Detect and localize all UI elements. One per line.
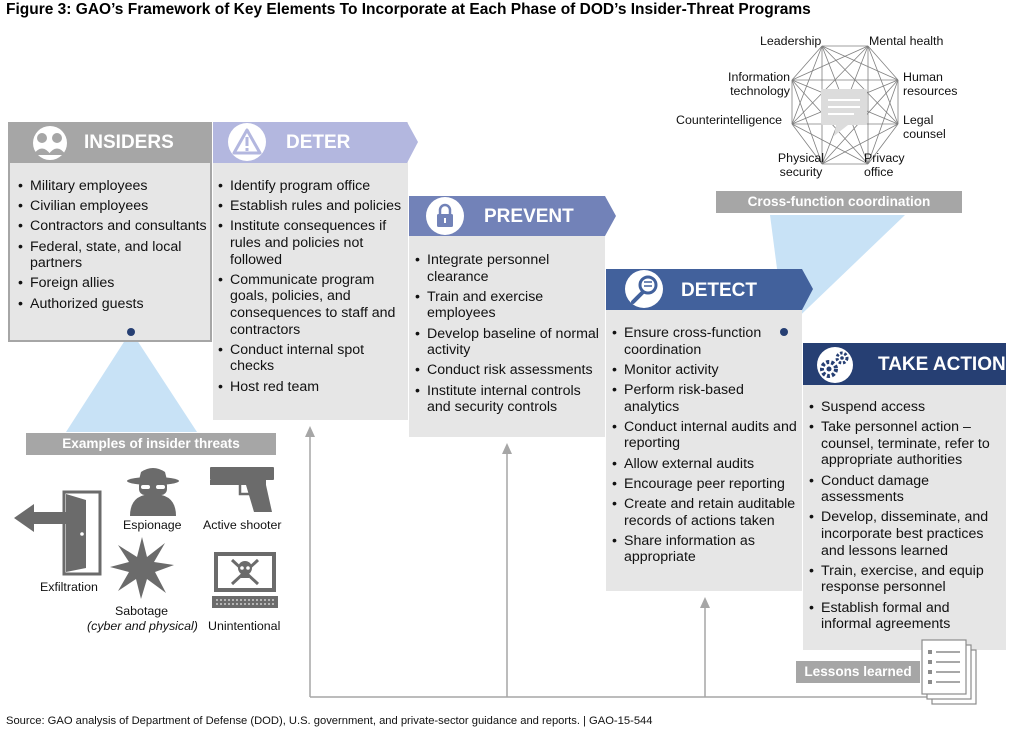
sabotage-label: Sabotage [115,604,169,618]
exfiltration-label: Exfiltration [40,580,98,594]
unintentional-label: Unintentional [208,619,281,633]
detect-item: • Ensure cross-function coordination [612,325,800,358]
insiders-connector-dot [125,326,137,338]
deter-item: • Institute consequences if rules and policies not followed [218,218,404,268]
cross-function-coordination-label: Cross-function coordination [716,191,962,213]
deter-item: • Communicate program goals, policies, and consequences to staff and contractors [218,272,404,338]
detect-item: • Create and retain auditable records of actions taken [612,496,800,529]
insider-threats-label: Examples of insider threats [26,433,276,455]
detect-title: DETECT [681,280,757,301]
coord-privacy-office: Privacy office [864,151,905,179]
insiders-header [8,122,212,163]
take-action-item: • Suspend access [809,399,1003,416]
documents-icon [918,638,980,708]
take-action-item: • Establish formal and informal agreements [809,600,1003,633]
deter-title: DETER [286,132,351,153]
insiders-item: • Federal, state, and local partners [18,239,208,272]
detect-item: • Conduct internal audits and reporting [612,419,800,452]
arrowhead-icon [700,597,710,608]
insiders-spotlight [66,331,197,432]
lessons-learned-label: Lessons learned [796,661,920,683]
insiders-item: • Authorized guests [18,296,208,313]
computer-skull-icon [212,550,278,614]
coord-leadership: Leadership [760,34,822,48]
detect-item: • Monitor activity [612,362,800,379]
take-action-item: • Take personnel action – counsel, terminate, refer to appropriate authorities [809,419,1003,469]
prevent-item: • Conduct risk assessments [415,362,603,379]
handgun-icon [206,464,278,516]
insiders-list [18,178,208,316]
coord-physical-security: Physical security [777,151,825,179]
take-action-item: • Train, exercise, and equip response personnel [809,563,1003,596]
insiders-item: • Military employees [18,178,208,195]
coord-mental-health: Mental health [869,34,944,48]
figure-title: Figure 3: GAO’s Framework of Key Elements To Incorporate at Each Phase of DOD’s Insider-Threat Programs [6,1,811,18]
take-action-item: • Develop, disseminate, and incorporate best practices and lessons learned [809,509,1003,559]
explosion-icon [110,537,174,599]
detect-item: • Perform risk-based analytics [612,382,800,415]
spy-icon [124,464,182,518]
sabotage-note: (cyber and physical) [87,619,198,633]
insiders-item: • Civilian employees [18,198,208,215]
deter-item: • Identify program office [218,178,404,195]
coord-legal-counsel: Legal counsel [903,113,946,141]
coord-human-resources: Human resources [903,70,958,98]
active-shooter-label: Active shooter [203,518,282,532]
arrowhead-icon [305,426,315,437]
detect-item: • Share information as appropriate [612,533,800,566]
deter-list [218,178,404,399]
detect-item: • Encourage peer reporting [612,476,800,493]
insiders-title: INSIDERS [84,132,174,153]
coord-counterintelligence: Counterintelligence [676,113,783,127]
take-action-header [803,343,1006,385]
source-note: Source: GAO analysis of Department of Defense (DOD), U.S. government, and private-sector guidance and reports. | GAO-15-544 [6,715,653,727]
detect-item: • Allow external audits [612,456,800,473]
prevent-list [415,252,603,419]
prevent-item: • Integrate personnel clearance [415,252,603,285]
insiders-item: • Foreign allies [18,275,208,292]
take-action-title: TAKE ACTION [878,354,1006,375]
take-action-item: • Conduct damage assessments [809,473,1003,506]
people-icon [21,125,79,162]
prevent-item: • Develop baseline of normal activity [415,326,603,359]
prevent-item: • Institute internal controls and security controls [415,383,603,416]
detect-connector-dot [778,326,790,338]
deter-item: • Conduct internal spot checks [218,342,404,375]
espionage-label: Espionage [123,518,182,532]
take-action-list [809,399,1003,636]
insiders-item: • Contractors and consultants [18,218,208,235]
deter-item: • Establish rules and policies [218,198,404,215]
detect-list [612,325,800,569]
arrowhead-icon [502,443,512,454]
exit-door-icon [12,490,104,578]
prevent-title: PREVENT [484,206,574,227]
coord-information-technology: Information technology [728,70,790,98]
deter-item: • Host red team [218,379,404,396]
prevent-item: • Train and exercise employees [415,289,603,322]
gears-icon [811,345,867,385]
